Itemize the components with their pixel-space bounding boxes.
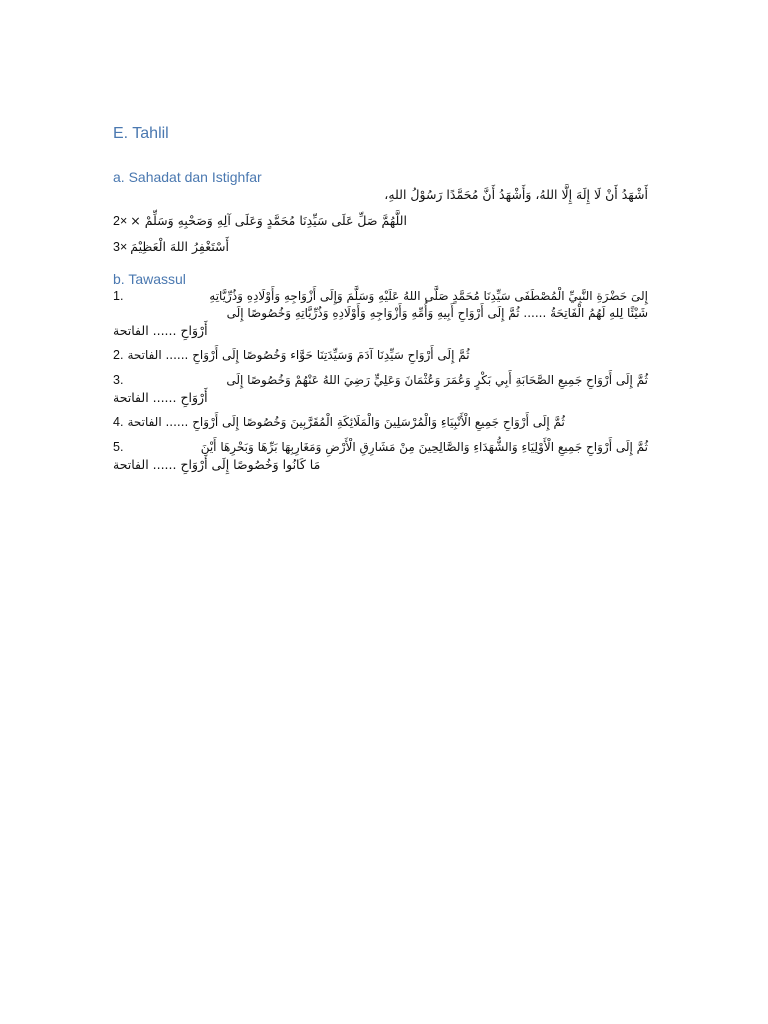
istighfar-row (113, 238, 653, 256)
item-text-line3: أَرْوَاحِ ...... الفاتحة (113, 323, 208, 338)
subheading-tawassul: b. Tawassul (113, 271, 186, 287)
salawat-row (113, 212, 653, 230)
istighfar-count: 3× (113, 240, 128, 254)
tawassul-item-4 (113, 414, 653, 431)
item-number: 1. (113, 289, 124, 303)
item-number: 5. (113, 440, 124, 454)
tawassul-item-2 (113, 347, 653, 364)
item-text-line1: إِلىَ حَضْرَةِ النَّبِيِّ الْمُصْطَفَى سَيِّدِنَا مُحَمَّدٍ صَلَّى اللهُ عَلَيْهِ وَسَلَّمَ وَإِلَى أَزْوَاجِهِ وَأَوْلَادِهِ وَذُرِّيَّاتِهِ (209, 289, 648, 303)
item-text: ثُمَّ إِلَى أَرْوَاحِ سَيِّدِنَا آدَمَ وَسَيِّدَتِنَا حَوَّاء وَخُصُوصًا إِلَى أَرْوَاحِ ...... الفاتحة (127, 348, 470, 362)
tawassul-item-5 (113, 439, 653, 473)
item-number: 2. (113, 348, 124, 362)
tawassul-item-1 (113, 288, 653, 339)
salawat-text: اللَّهُمَّ صَلِّ عَلَى سَيِّدِنَا مُحَمَّدٍ وَعَلَى آلِهِ وَصَحْبِهِ وَسَلِّمْ × (130, 213, 407, 228)
item-text: ثُمَّ إِلَى أَرْوَاحِ جَمِيعِ الْأَنْبِيَاءِ وَالْمُرْسَلِينَ وَالْمَلَائِكَةِ الْمُقَرَّبِينَ وَخُصُوصًا إِلَى أَرْوَاحِ ...... الفاتحة (127, 415, 565, 429)
item-text-line2: أَرْوَاحِ ...... الفاتحة (113, 390, 208, 405)
tawassul-item-3 (113, 372, 653, 406)
item-text-line2: مَا كَانُوا وَخُصُوصًا إِلَى أَرْوَاحِ ...... الفاتحة (113, 457, 321, 472)
item-number: 4. (113, 415, 124, 429)
subheading-sahadat: a. Sahadat dan Istighfar (113, 169, 262, 185)
document-page (113, 124, 653, 473)
item-text-line1: ثُمَّ إِلَى أَرْوَاحِ جَمِيعِ الصَّحَابَةِ أَبِي بَكْرٍ وَعُمَرَ وَعُثْمَانَ وَعَلِيٍّ رَضِيَ اللهُ عَنْهُمْ وَخُصُوصًا إِلَى (226, 373, 648, 387)
item-text-line1: ثُمَّ إِلَى أَرْوَاحِ جَمِيعِ الْأَوْلِيَاءِ وَالشُّهَدَاءِ وَالصَّالِحِينَ مِنْ مَشَارِقِ الْأَرْضِ وَمَغَارِبِهَا بَرِّهَا وَبَحْرِهَا أَيْنَ (200, 440, 648, 454)
item-number: 3. (113, 373, 124, 387)
istighfar-text: أَسْتَغْفِرُ اللهَ الْعَظِيْمَ (130, 239, 229, 254)
salawat-count: 2× (113, 214, 128, 228)
section-title: E. Tahlil (113, 125, 169, 142)
shahada-line: أَشْهَدُ أَنْ لَا إِلَهَ إِلَّا اللهُ، وَأَشْهَدُ أَنَّ مُحَمَّدًا رَسُوْلُ اللهِ، (384, 187, 648, 202)
item-text-line2: شَيْئًا لِلهِ لَهُمُ الْفَاتِحَةُ ...... ثُمَّ إِلَى أَرْوَاحِ أَبِيهِ وَأُمِّهِ وَأَزْوَاجِهِ وَأَوْلَادِهِ وَذُرِّيَّاتِهِ وَخُصُوصًا إِلَى (226, 306, 648, 320)
